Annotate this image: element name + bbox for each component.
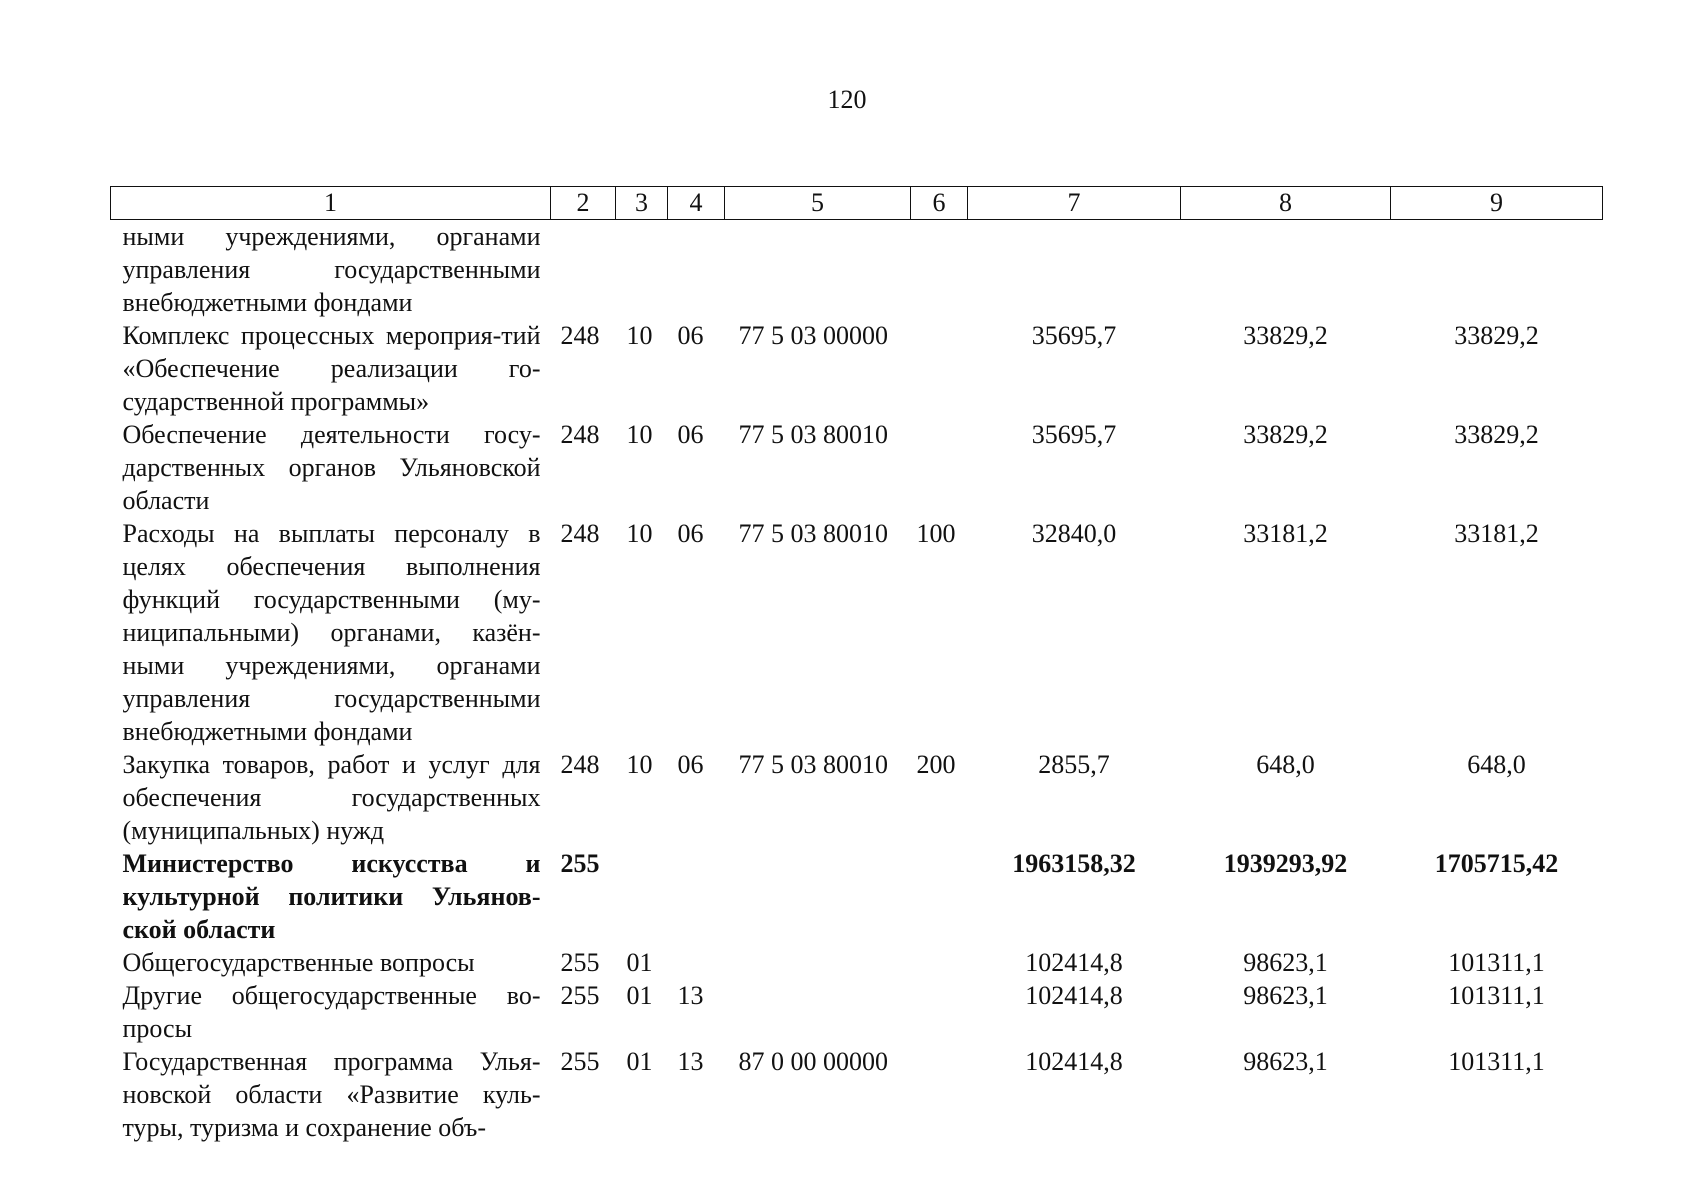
row-target-article [725,979,911,1045]
row-target-article [725,946,911,979]
row-expense-kind [911,220,968,320]
row-amount-col7: 102414,8 [1025,948,1123,977]
row-ministry-code: 255 [560,849,600,878]
row-section: 01 [626,981,653,1010]
row-subsection: 13 [677,981,704,1010]
row-name: Обеспечение деятельности госу-дарственных органов Ульяновской области [122,420,541,515]
row-ministry-code: 248 [560,519,600,548]
row-expense-kind [911,979,968,1045]
table-header-row [111,187,1603,220]
row-target-article: 77 5 03 00000 [738,321,888,350]
row-amount-col9: 33829,2 [1454,321,1539,350]
row-name: Государственная программа Улья-новской области «Развитие куль-туры, туризма и сохранение объ- [122,1047,541,1142]
row-amount-col9: 101311,1 [1448,981,1545,1010]
row-amount-col9: 33829,2 [1454,420,1539,449]
row-amount-col9: 101311,1 [1448,948,1545,977]
row-name: Министерство искусства и культурной политики Ульянов-ской области [122,849,541,944]
table-row [111,748,1603,847]
row-section: 01 [626,1047,653,1076]
row-expense-kind [911,946,968,979]
row-name: Другие общегосударственные во-просы [122,981,541,1043]
row-amount-col8: 648,0 [1256,750,1315,779]
row-amount-col9: 33181,2 [1454,519,1539,548]
row-subsection: 06 [677,519,704,548]
row-ministry-code: 248 [560,420,600,449]
table-row [111,220,1603,320]
row-subsection: 06 [677,321,704,350]
header-col-3: 3 [616,187,668,220]
row-amount-col8: 33181,2 [1243,519,1328,548]
row-target-article: 77 5 03 80010 [738,420,888,449]
table-row [111,979,1603,1045]
table-row [111,1045,1603,1144]
row-target-article [725,847,911,946]
row-name: Общегосударственные вопросы [122,948,475,977]
row-section: 10 [626,519,653,548]
row-section [616,847,668,946]
row-ministry-code: 255 [560,1047,600,1076]
row-expense-kind [911,1045,968,1144]
table-row [111,319,1603,418]
row-section: 10 [626,750,653,779]
row-section: 10 [626,420,653,449]
row-amount-col7: 35695,7 [1031,420,1117,449]
row-amount-col8: 98623,1 [1243,948,1328,977]
header-col-6: 6 [911,187,968,220]
header-col-7: 7 [968,187,1181,220]
header-col-8: 8 [1181,187,1391,220]
row-amount-col9: 648,0 [1467,750,1526,779]
table-row [111,517,1603,748]
row-ministry-code: 248 [560,750,600,779]
table-body [111,220,1603,1145]
row-amount-col7: 102414,8 [1025,1047,1123,1076]
row-amount-col7: 32840,0 [1031,519,1117,548]
row-name: Комплекс процессных мероприя-тий «Обеспечение реализации го-сударственной программы» [122,321,541,416]
row-section: 01 [626,948,653,977]
row-target-article: 77 5 03 80010 [738,519,888,548]
row-amount-col9 [1391,220,1603,320]
row-target-article: 77 5 03 80010 [738,750,888,779]
row-subsection: 06 [677,420,704,449]
row-name: Закупка товаров, работ и услуг для обеспечения государственных (муниципальных) нужд [122,750,541,845]
row-amount-col7: 102414,8 [1025,981,1123,1010]
row-section: 10 [626,321,653,350]
row-expense-kind: 100 [916,519,956,548]
row-expense-kind [911,319,968,418]
row-subsection [668,946,725,979]
row-subsection [668,220,725,320]
row-amount-col8 [1181,220,1391,320]
row-name: ными учреждениями, органами управления государственными внебюджетными фондами [122,222,541,317]
row-amount-col8: 33829,2 [1243,420,1328,449]
row-expense-kind: 200 [916,750,956,779]
row-amount-col7 [968,220,1181,320]
row-ministry-code: 255 [560,948,600,977]
page-number: 120 [827,85,867,114]
header-col-9: 9 [1391,187,1603,220]
row-amount-col8: 98623,1 [1243,981,1328,1010]
row-amount-col7: 35695,7 [1031,321,1117,350]
header-col-1: 1 [111,187,551,220]
budget-table [110,186,1603,1144]
row-amount-col8: 1939293,92 [1223,849,1348,878]
row-target-article [725,220,911,320]
table-row [111,418,1603,517]
table-row [111,847,1603,946]
row-amount-col7: 2855,7 [1038,750,1110,779]
row-amount-col9: 1705715,42 [1434,849,1559,878]
row-ministry-code: 248 [560,321,600,350]
row-subsection: 13 [677,1047,704,1076]
row-amount-col9: 101311,1 [1448,1047,1545,1076]
row-section [616,220,668,320]
row-amount-col8: 33829,2 [1243,321,1328,350]
row-amount-col7: 1963158,32 [1012,849,1136,878]
header-col-2: 2 [551,187,616,220]
row-expense-kind [911,418,968,517]
row-subsection: 06 [677,750,704,779]
header-col-4: 4 [668,187,725,220]
row-ministry-code: 255 [560,981,600,1010]
row-target-article: 87 0 00 00000 [738,1047,888,1076]
row-ministry-code [551,220,616,320]
row-subsection [668,847,725,946]
row-amount-col8: 98623,1 [1243,1047,1328,1076]
header-col-5: 5 [725,187,911,220]
row-name: Расходы на выплаты персоналу в целях обеспечения выполнения функций государственными (му-ниципальными) органами, казён-ными учреждениями, органами управления государственными внебюджетными фондами [122,519,541,746]
row-expense-kind [911,847,968,946]
table-row [111,946,1603,979]
